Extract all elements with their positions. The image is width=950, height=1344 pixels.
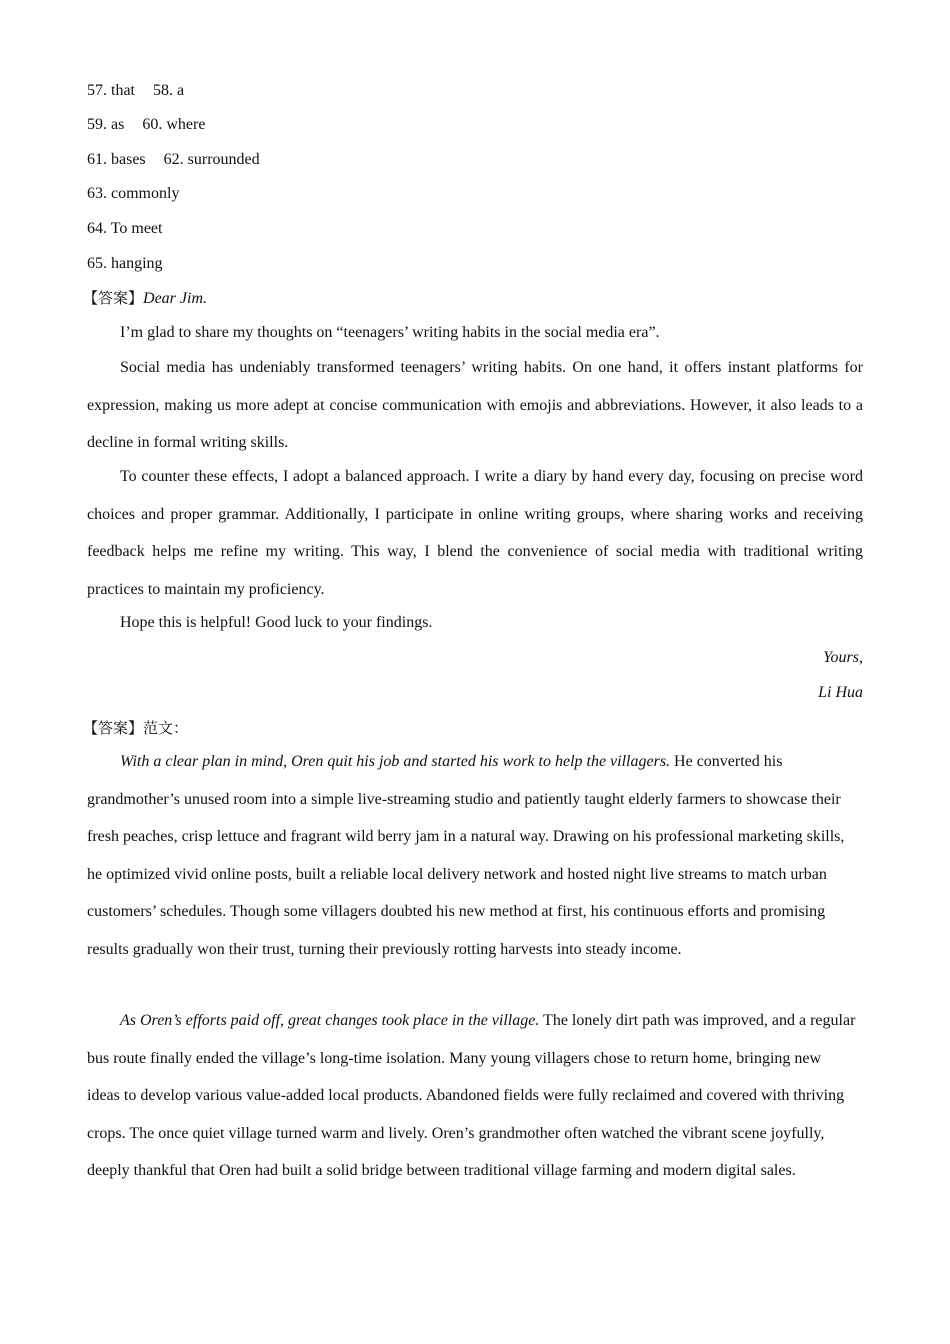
answer-58: 58. a	[153, 82, 185, 99]
answer-line-64	[87, 219, 162, 239]
letter-answer-heading	[83, 288, 207, 309]
answer-line-59-60	[87, 115, 205, 135]
essay-paragraph-2-lead: As Oren’s efforts paid off, great changes took place in the village.	[120, 1012, 540, 1029]
answer-59: 59. as	[87, 116, 125, 133]
answer-65: 65. hanging	[87, 255, 163, 272]
letter-paragraph-4: Hope this is helpful! Good luck to your findings.	[120, 614, 433, 631]
answer-63: 63. commonly	[87, 185, 180, 202]
letter-signature: Li Hua	[818, 684, 863, 701]
essay-paragraph-2-body: The lonely dirt path was improved, and a regular bus route finally ended the village’s long-time isolation. Many young villagers chose to return home, bringing new ideas to develop various value-added local products. Abandoned fields were fully reclaimed and covered with thriving crops. The once quiet village turned warm and lively. Oren’s grandmother often watched the vibrant scene joyfully, deeply thankful that Oren had built a solid bridge between traditional village farming and modern digital sales.	[87, 1012, 856, 1179]
letter-paragraph-2: Social media has undeniably transformed teenagers’ writing habits. On one hand, it offers instant platforms for expression, making us more adept at concise communication with emojis and abbreviations. However, it also leads to a decline in formal writing skills.	[87, 359, 863, 451]
answer-line-57-58	[87, 81, 184, 101]
essay-paragraph-1	[87, 743, 847, 968]
letter-paragraph-3: To counter these effects, I adopt a balanced approach. I write a diary by hand every day, focusing on precise word choices and proper grammar. Additionally, I participate in online writing groups, where sharing works and receiving feedback helps me refine my writing. This way, I blend the convenience of social media with traditional writing practices to maintain my proficiency.	[87, 468, 863, 598]
answer-line-65	[87, 254, 163, 274]
essay-paragraph-1-lead: With a clear plan in mind, Oren quit his job and started his work to help the villagers.	[120, 753, 671, 770]
essay-label: 【答案】范文：	[83, 719, 189, 737]
answer-61: 61. bases	[87, 151, 146, 168]
answer-64: 64. To meet	[87, 220, 163, 237]
answer-line-63	[87, 184, 179, 204]
essay-answer-heading	[83, 718, 188, 739]
letter-paragraph-1: I’m glad to share my thoughts on “teenagers’ writing habits in the social media era”.	[120, 324, 660, 341]
letter-closing: Yours,	[823, 649, 863, 666]
essay-paragraph-2	[87, 1002, 857, 1190]
answer-62: 62. surrounded	[163, 151, 260, 168]
answer-60: 60. where	[142, 116, 206, 133]
answer-line-61-62	[87, 150, 260, 170]
letter-salutation: Dear Jim.	[143, 290, 207, 307]
answer-label: 【答案】	[83, 289, 144, 307]
answer-57: 57. that	[87, 82, 135, 99]
essay-paragraph-1-body: He converted his grandmother’s unused room into a simple live-streaming studio and patiently taught elderly farmers to showcase their fresh peaches, crisp lettuce and fragrant wild berry jam in a natural way. Drawing on his professional marketing skills, he optimized vivid online posts, built a reliable local delivery network and hosted night live streams to match urban customers’ schedules. Though some villagers doubted his new method at first, his continuous efforts and promising results gradually won their trust, turning their previously rotting harvests into steady income.	[87, 753, 845, 958]
